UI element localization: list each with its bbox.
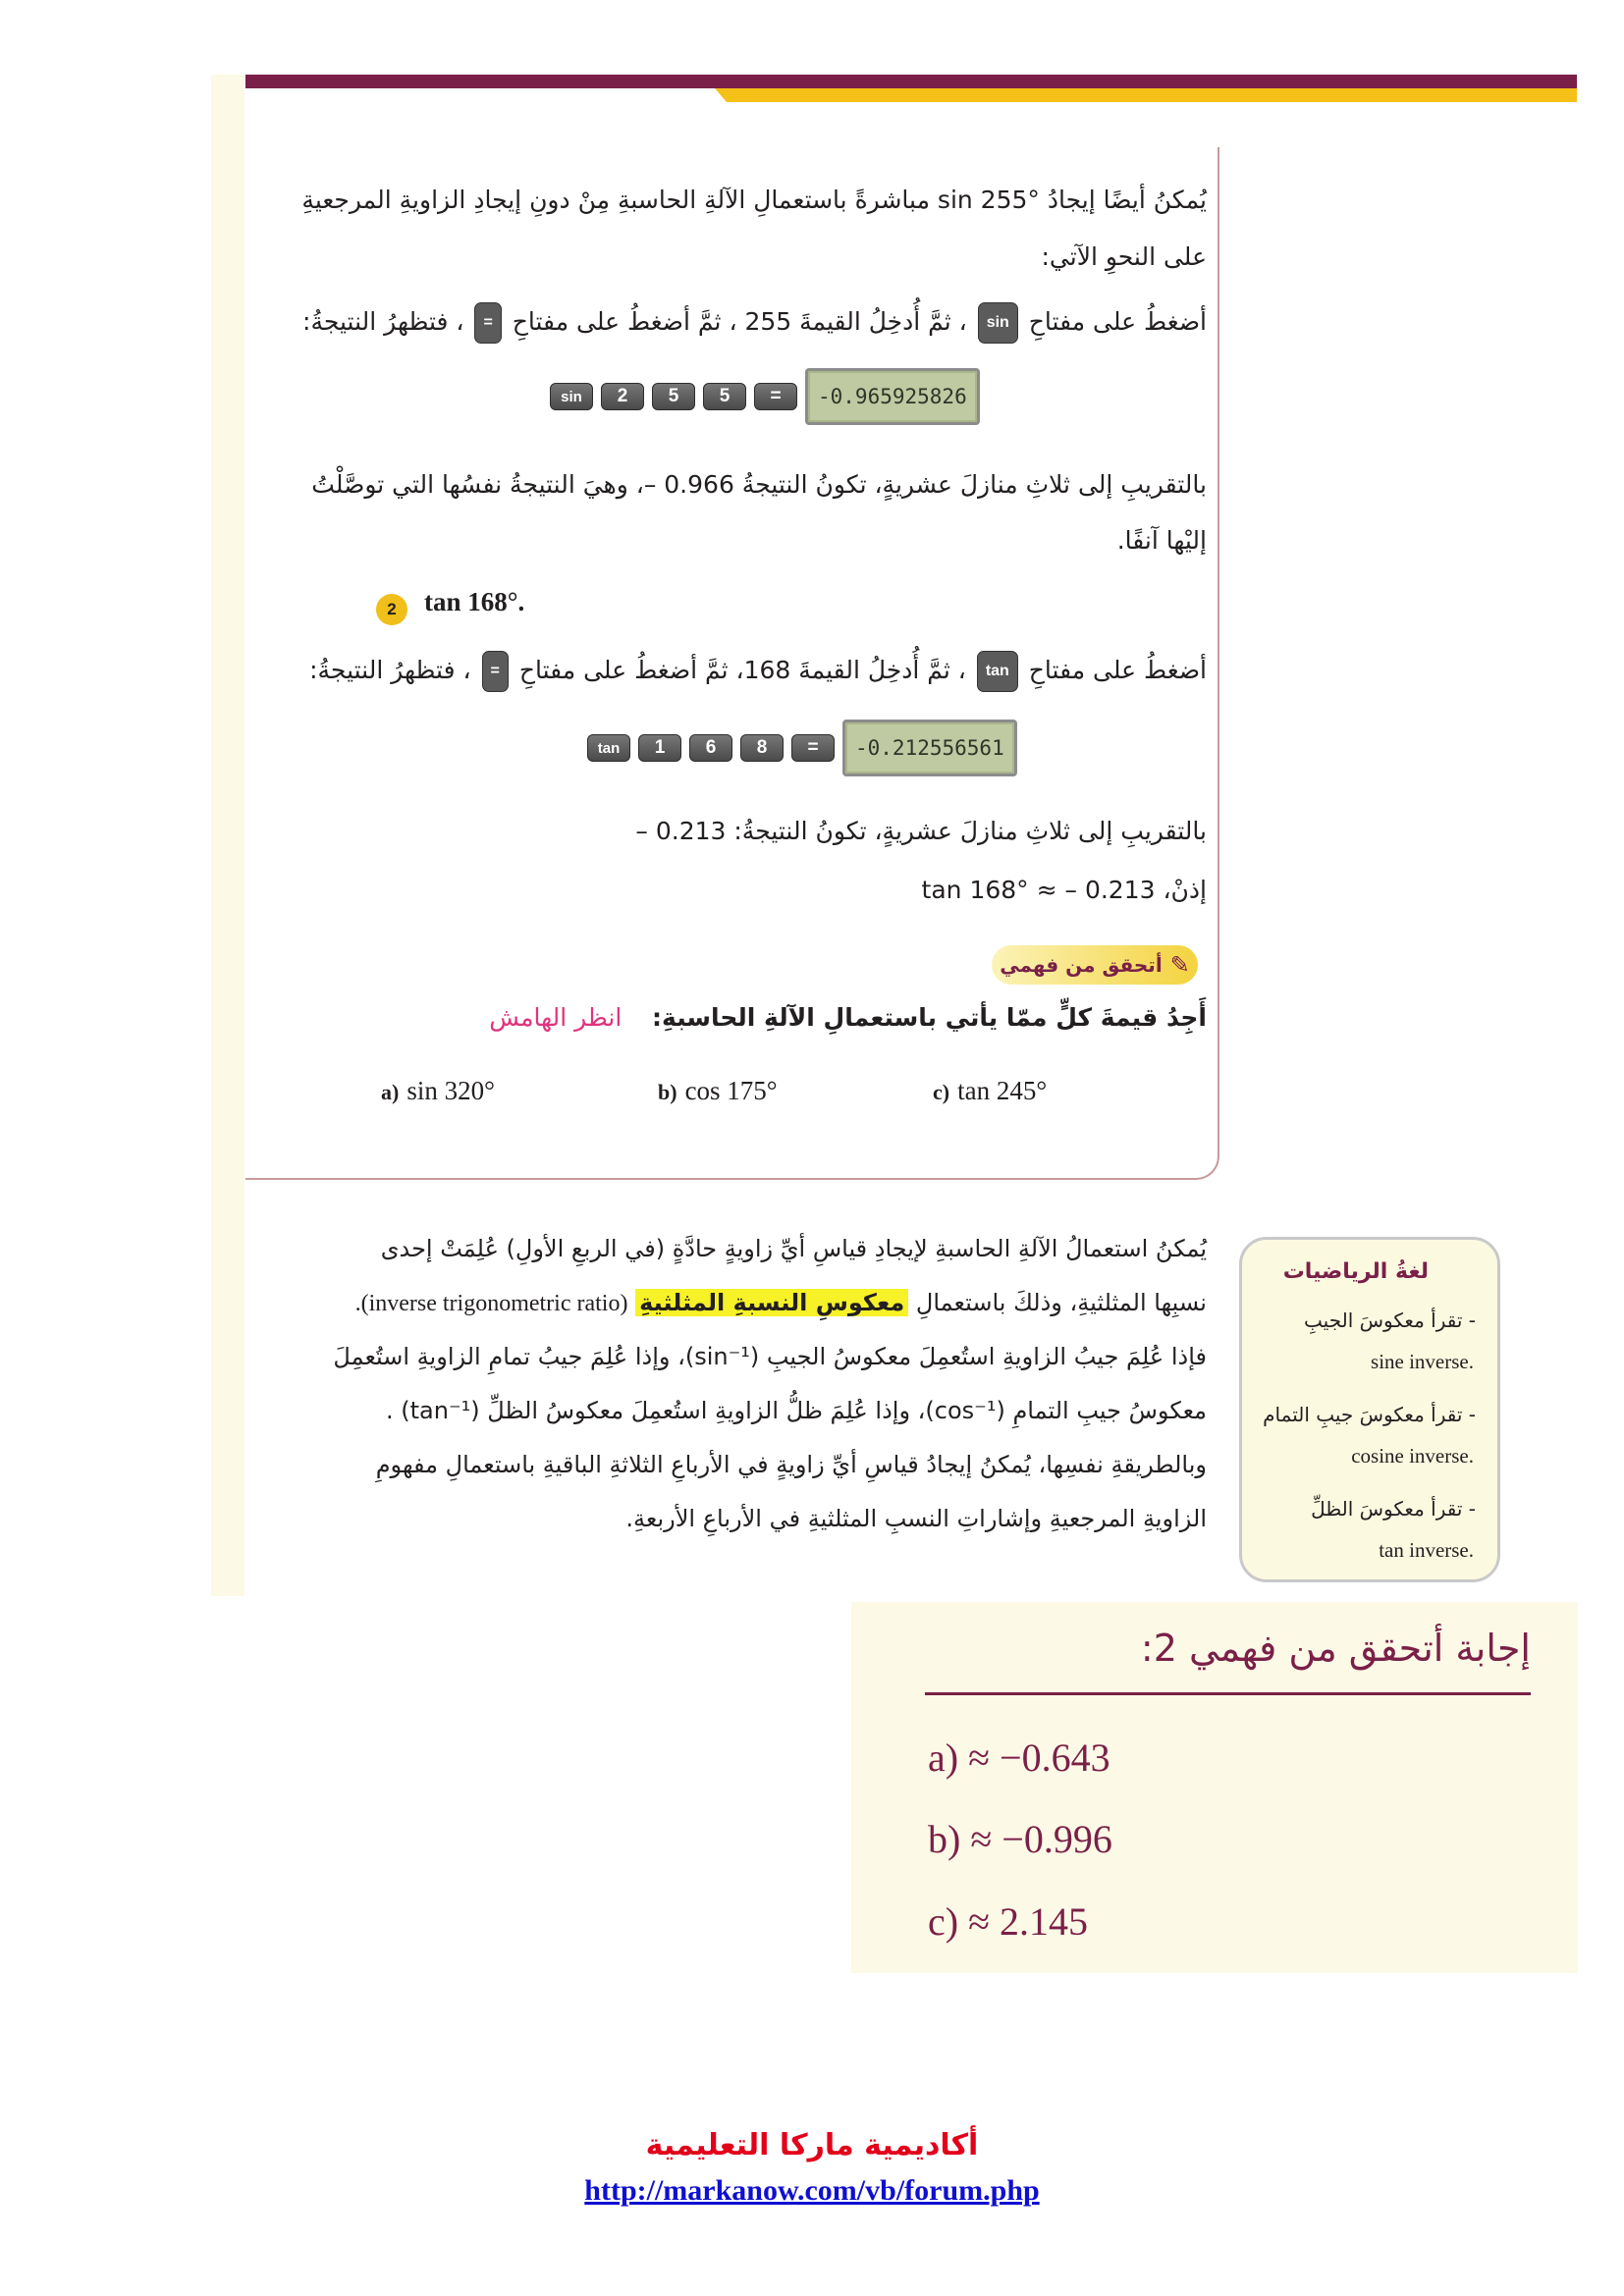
- calc-key-8: 8: [740, 734, 784, 762]
- footer-link[interactable]: http://markanow.com/vb/forum.php: [584, 2174, 1040, 2207]
- check-part-a: a) sin 320°: [381, 1076, 495, 1105]
- lang-item-sine-en: sine inverse.: [1371, 1350, 1474, 1373]
- check-part-b: b) cos 175°: [658, 1076, 778, 1105]
- margin-note: انظر الهامش: [489, 1003, 623, 1032]
- calc-key-1: 1: [638, 734, 681, 762]
- calc-key-sin: sin: [550, 383, 593, 410]
- header-bar: [245, 75, 1577, 88]
- sin-calculator-sequence: [550, 368, 980, 425]
- equals-key-inline: =: [482, 651, 509, 692]
- answer-title: إجابة أتحقق من فهمي 2:: [1140, 1627, 1531, 1670]
- calc-key-5: 5: [652, 383, 695, 410]
- tan-calculator-sequence: [587, 720, 1017, 776]
- check-understanding-label: ✎ أتحقق من فهمي: [992, 945, 1198, 985]
- tan-instruction: أضغطُ على مفتاحِ tan ، ثمَّ أُدخِلُ القيمةَ 168، ثمَّ أضغطُ على مفتاحِ = ، فتظهرُ النتيجةُ:: [309, 651, 1207, 692]
- example-number-badge: 2: [376, 594, 407, 625]
- answer-box: [851, 1602, 1578, 1973]
- sin-rounding-line1: بالتقريبِ إلى ثلاثِ منازلَ عشريةٍ، تكونُ النتيجةُ 0.966 –، وهيَ النتيجةُ نفسُها التي توصَّلْتُ: [311, 470, 1207, 499]
- inverse-line3: فإذا عُلِمَ جيبُ الزاويةِ استُعمِلَ معكوسُ الجيبِ (sin⁻¹)، وإذا عُلِمَ جيبُ تمامِ الزاويةِ استُعمِلَ: [333, 1343, 1207, 1370]
- inverse-line4: معكوسُ جيبِ التمامِ (cos⁻¹)، وإذا عُلِمَ ظلُّ الزاويةِ استُعمِلَ معكوسُ الظلِّ (tan⁻¹) .: [385, 1397, 1207, 1424]
- answer-item-a: a) ≈ −0.643: [928, 1735, 1110, 1780]
- sin-instruction: أضغطُ على مفتاحِ sin ، ثمَّ أُدخِلُ القيمةَ 255 ، ثمَّ أضغطُ على مفتاحِ = ، فتظهرُ النتيجةُ:: [302, 302, 1207, 344]
- calc-key-equals: =: [791, 734, 835, 762]
- calc-key-equals: =: [754, 383, 797, 410]
- calculator-display: -0.965925826: [805, 368, 980, 425]
- equals-key-inline: =: [474, 302, 501, 344]
- footer-academy: أكاديمية ماركا التعليمية: [645, 2128, 979, 2163]
- inverse-line6: الزاويةِ المرجعيةِ وإشاراتِ النسبِ المثلثيةِ في الأرباعِ الأربعةِ.: [625, 1505, 1207, 1532]
- highlighted-term: معكوسِ النسبةِ المثلثيةِ: [635, 1289, 908, 1316]
- answer-item-b: b) ≈ −0.996: [928, 1817, 1112, 1861]
- answer-divider: [925, 1692, 1531, 1695]
- lang-item-tan-en: tan inverse.: [1379, 1538, 1474, 1562]
- calculator-display: -0.212556561: [842, 720, 1017, 776]
- calc-key-tan: tan: [587, 734, 630, 762]
- lang-item-tan: - تقرأ معكوسَ الظلِّ: [1311, 1497, 1476, 1521]
- tan-key-inline: tan: [977, 651, 1018, 692]
- calc-key-2: 2: [601, 383, 644, 410]
- tan-rounding-line: بالتقريبِ إلى ثلاثِ منازلَ عشريةٍ، تكونُ النتيجةُ: 0.213 –: [635, 817, 1207, 845]
- check-part-c: c) tan 245°: [933, 1076, 1048, 1105]
- sin-key-inline: sin: [978, 302, 1018, 344]
- inverse-line1: يُمكنُ استعمالُ الآلةِ الحاسبةِ لإيجادِ قياسِ أيِّ زاويةٍ حادَّةٍ (في الربعِ الأولِ) عُلِمَتْ إحدى: [380, 1235, 1207, 1262]
- math-language-title: لغةُ الرياضيات: [1282, 1259, 1429, 1284]
- lang-item-cosine-en: cosine inverse.: [1351, 1444, 1474, 1468]
- pencil-icon: ✎: [1169, 951, 1190, 979]
- sin-note-line1: يُمكنُ أيضًا إيجادُ sin 255° مباشرةً باستعمالِ الآلةِ الحاسبةِ مِنْ دونِ إيجادِ الزاويةِ المرجعيةِ: [301, 186, 1207, 214]
- answer-item-c: c) ≈ 2.145: [928, 1899, 1089, 1944]
- inverse-line5: وبالطريقةِ نفسِها، يُمكنُ إيجادُ قياسِ أيِّ زاويةٍ في الأرباعِ الثلاثةِ الباقيةِ باستعمالِ مفهومِ: [375, 1451, 1207, 1478]
- calc-key-5: 5: [703, 383, 746, 410]
- math-language-box: [1239, 1237, 1500, 1582]
- sin-rounding-line2: إليْها آنفًا.: [1116, 526, 1207, 555]
- check-prompt: أَجِدُ قيمةَ كلٍّ ممّا يأتي باستعمالِ الآلةِ الحاسبةِ: انظر الهامش: [489, 1003, 1207, 1032]
- inverse-line2: نسبِها المثلثيةِ، وذلكَ باستعمالِ معكوسِ النسبةِ المثلثيةِ (inverse trigonometric ratio).: [354, 1289, 1207, 1316]
- header-accent-bar: [715, 88, 1577, 102]
- tan-conclusion: إذنْ، tan 168° ≈ – 0.213: [921, 876, 1207, 904]
- lang-item-cosine: - تقرأ معكوسَ جيبِ التمام: [1263, 1403, 1476, 1426]
- page-margin-strip: [211, 75, 244, 1596]
- sin-note-line2: على النحوِ الآتي:: [1041, 242, 1207, 271]
- example-title: tan 168°.: [424, 587, 525, 616]
- calc-key-6: 6: [689, 734, 732, 762]
- lang-item-sine: - تقرأ معكوسَ الجيبِ: [1304, 1308, 1476, 1332]
